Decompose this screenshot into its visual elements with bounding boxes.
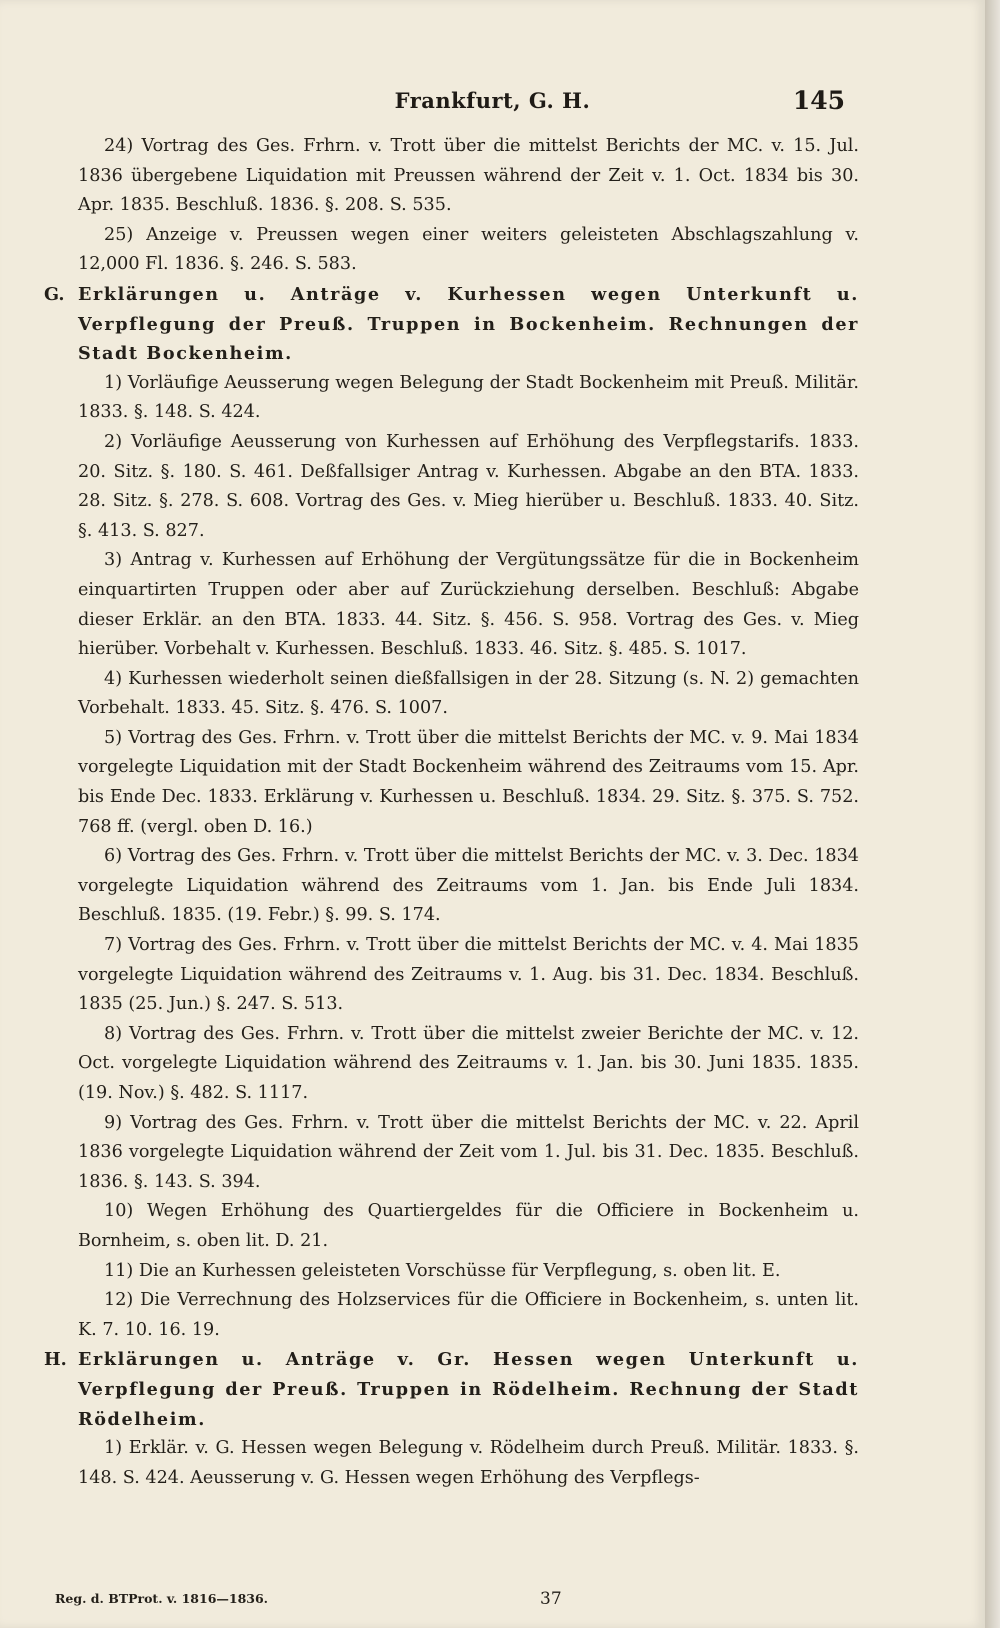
page-footer	[55, 1591, 575, 1617]
section-h-heading	[44, 1345, 859, 1434]
entry-25: 25) Anzeige v. Preussen wegen einer weiters geleisteten Abschlagszahlung v. 12,000 Fl. 1836. §. 246. S. 583.	[78, 224, 859, 275]
page-header	[0, 88, 985, 128]
page-edge	[985, 0, 1000, 1628]
entry-h-1: 1) Erklär. v. G. Hessen wegen Belegung v. Rödelheim durch Preuß. Militär. 1833. §. 148. S. 424. Aeusserung v. G. Hessen wegen Erhöhung des Verpflegs-	[78, 1438, 859, 1488]
section-g-heading	[44, 280, 859, 369]
entry-g-2: 2) Vorläufige Aeusserung von Kurhessen auf Erhöhung des Verpflegstarifs. 1833. 20. Sitz. §. 180. S. 461. Deßfallsiger Antrag v. Kurhessen. Abgabe an den BTA. 1833. 28. Sitz. §. 278. S. 608. Vortrag des Ges. v. Mieg hierüber u. Beschluß. 1833. 40. Sitz. §. 413. S. 827.	[78, 431, 859, 541]
entry-g-9: 9) Vortrag des Ges. Frhrn. v. Trott über die mittelst Berichts der MC. v. 22. April 1836 vorgelegte Liquidation während der Zeit vom 1. Jul. bis 31. Dec. 1835. Beschluß. 1836. §. 143. S. 394.	[78, 1112, 859, 1192]
entry-g-11: 11) Die an Kurhessen geleisteten Vorschüsse für Verpflegung, s. oben lit. E.	[104, 1260, 781, 1281]
entry-g-8: 8) Vortrag des Ges. Frhrn. v. Trott über die mittelst zweier Berichte der MC. v. 12. Oct. vorgelegte Liquidation während des Zeitraums v. 1. Jan. bis 30. Juni 1835. 1835. (19. Nov.) §. 482. S. 1117.	[78, 1023, 859, 1103]
entry-24: 24) Vortrag des Ges. Frhrn. v. Trott über die mittelst Berichts der MC. v. 15. Jul. 1836 übergebene Liquidation mit Preussen während der Zeit v. 1. Oct. 1834 bis 30. Apr. 1835. Beschluß. 1836. §. 208. S. 535.	[78, 136, 859, 216]
section-g-title: Erklärungen u. Anträge v. Kurhessen wegen Unterkunft u. Verpflegung der Preuß. Truppen in Bockenheim. Rechnungen der Stadt Bockenheim.	[78, 283, 859, 365]
entry-g-5: 5) Vortrag des Ges. Frhrn. v. Trott über die mittelst Berichts der MC. v. 9. Mai 1834 vorgelegte Liquidation mit der Stadt Bockenheim während des Zeitraums vom 15. Apr. bis Ende Dec. 1833. Erklärung v. Kurhessen u. Beschluß. 1834. 29. Sitz. §. 375. S. 752. 768 ff. (vergl. oben D. 16.)	[78, 727, 859, 837]
footer-signature: 37	[540, 1589, 562, 1609]
entry-g-4: 4) Kurhessen wiederholt seinen dießfallsigen in der 28. Sitzung (s. N. 2) gemachten Vorbehalt. 1833. 45. Sitz. §. 476. S. 1007.	[78, 668, 859, 719]
running-head: Frankfurt, G. H.	[394, 88, 591, 113]
entry-g-7: 7) Vortrag des Ges. Frhrn. v. Trott über die mittelst Berichts der MC. v. 4. Mai 1835 vorgelegte Liquidation während des Zeitraums v. 1. Aug. bis 31. Dec. 1834. Beschluß. 1835 (25. Jun.) §. 247. S. 513.	[78, 935, 859, 1015]
section-g-letter: G.	[44, 283, 65, 305]
entry-g-10: 10) Wegen Erhöhung des Quartiergeldes für die Officiere in Bockenheim u. Bornheim, s. oben lit. D. 21.	[78, 1201, 859, 1251]
entry-g-1: 1) Vorläufige Aeusserung wegen Belegung der Stadt Bockenheim mit Preuß. Militär. 1833. §. 148. S. 424.	[78, 372, 859, 423]
section-h-letter: H.	[44, 1349, 67, 1371]
entry-g-12: 12) Die Verrechnung des Holzservices für die Officiere in Bockenheim, s. unten lit. K. 7. 10. 16. 19.	[78, 1290, 859, 1340]
section-h-title: Erklärungen u. Anträge v. Gr. Hessen wegen Unterkunft u. Verpflegung der Preuß. Truppen in Rödelheim. Rechnung der Stadt Rödelheim.	[78, 1349, 859, 1430]
entry-g-6: 6) Vortrag des Ges. Frhrn. v. Trott über die mittelst Berichts der MC. v. 3. Dec. 1834 vorgelegte Liquidation während des Zeitraums vom 1. Jan. bis Ende Juli 1834. Beschluß. 1835. (19. Febr.) §. 99. S. 174.	[78, 846, 859, 926]
footer-register-title: Reg. d. BTProt. v. 1816—1836.	[55, 1591, 269, 1606]
entry-g-3: 3) Antrag v. Kurhessen auf Erhöhung der Vergütungssätze für die in Bockenheim einquartirten Truppen oder aber auf Zurückziehung derselben. Beschluß: Abgabe dieser Erklär. an den BTA. 1833. 44. Sitz. §. 456. S. 958. Vortrag des Ges. v. Mieg hierüber. Vorbehalt v. Kurhessen. Beschluß. 1833. 46. Sitz. §. 485. S. 1017.	[78, 550, 859, 660]
page-number: 145	[792, 86, 845, 115]
page-body	[44, 132, 859, 1493]
